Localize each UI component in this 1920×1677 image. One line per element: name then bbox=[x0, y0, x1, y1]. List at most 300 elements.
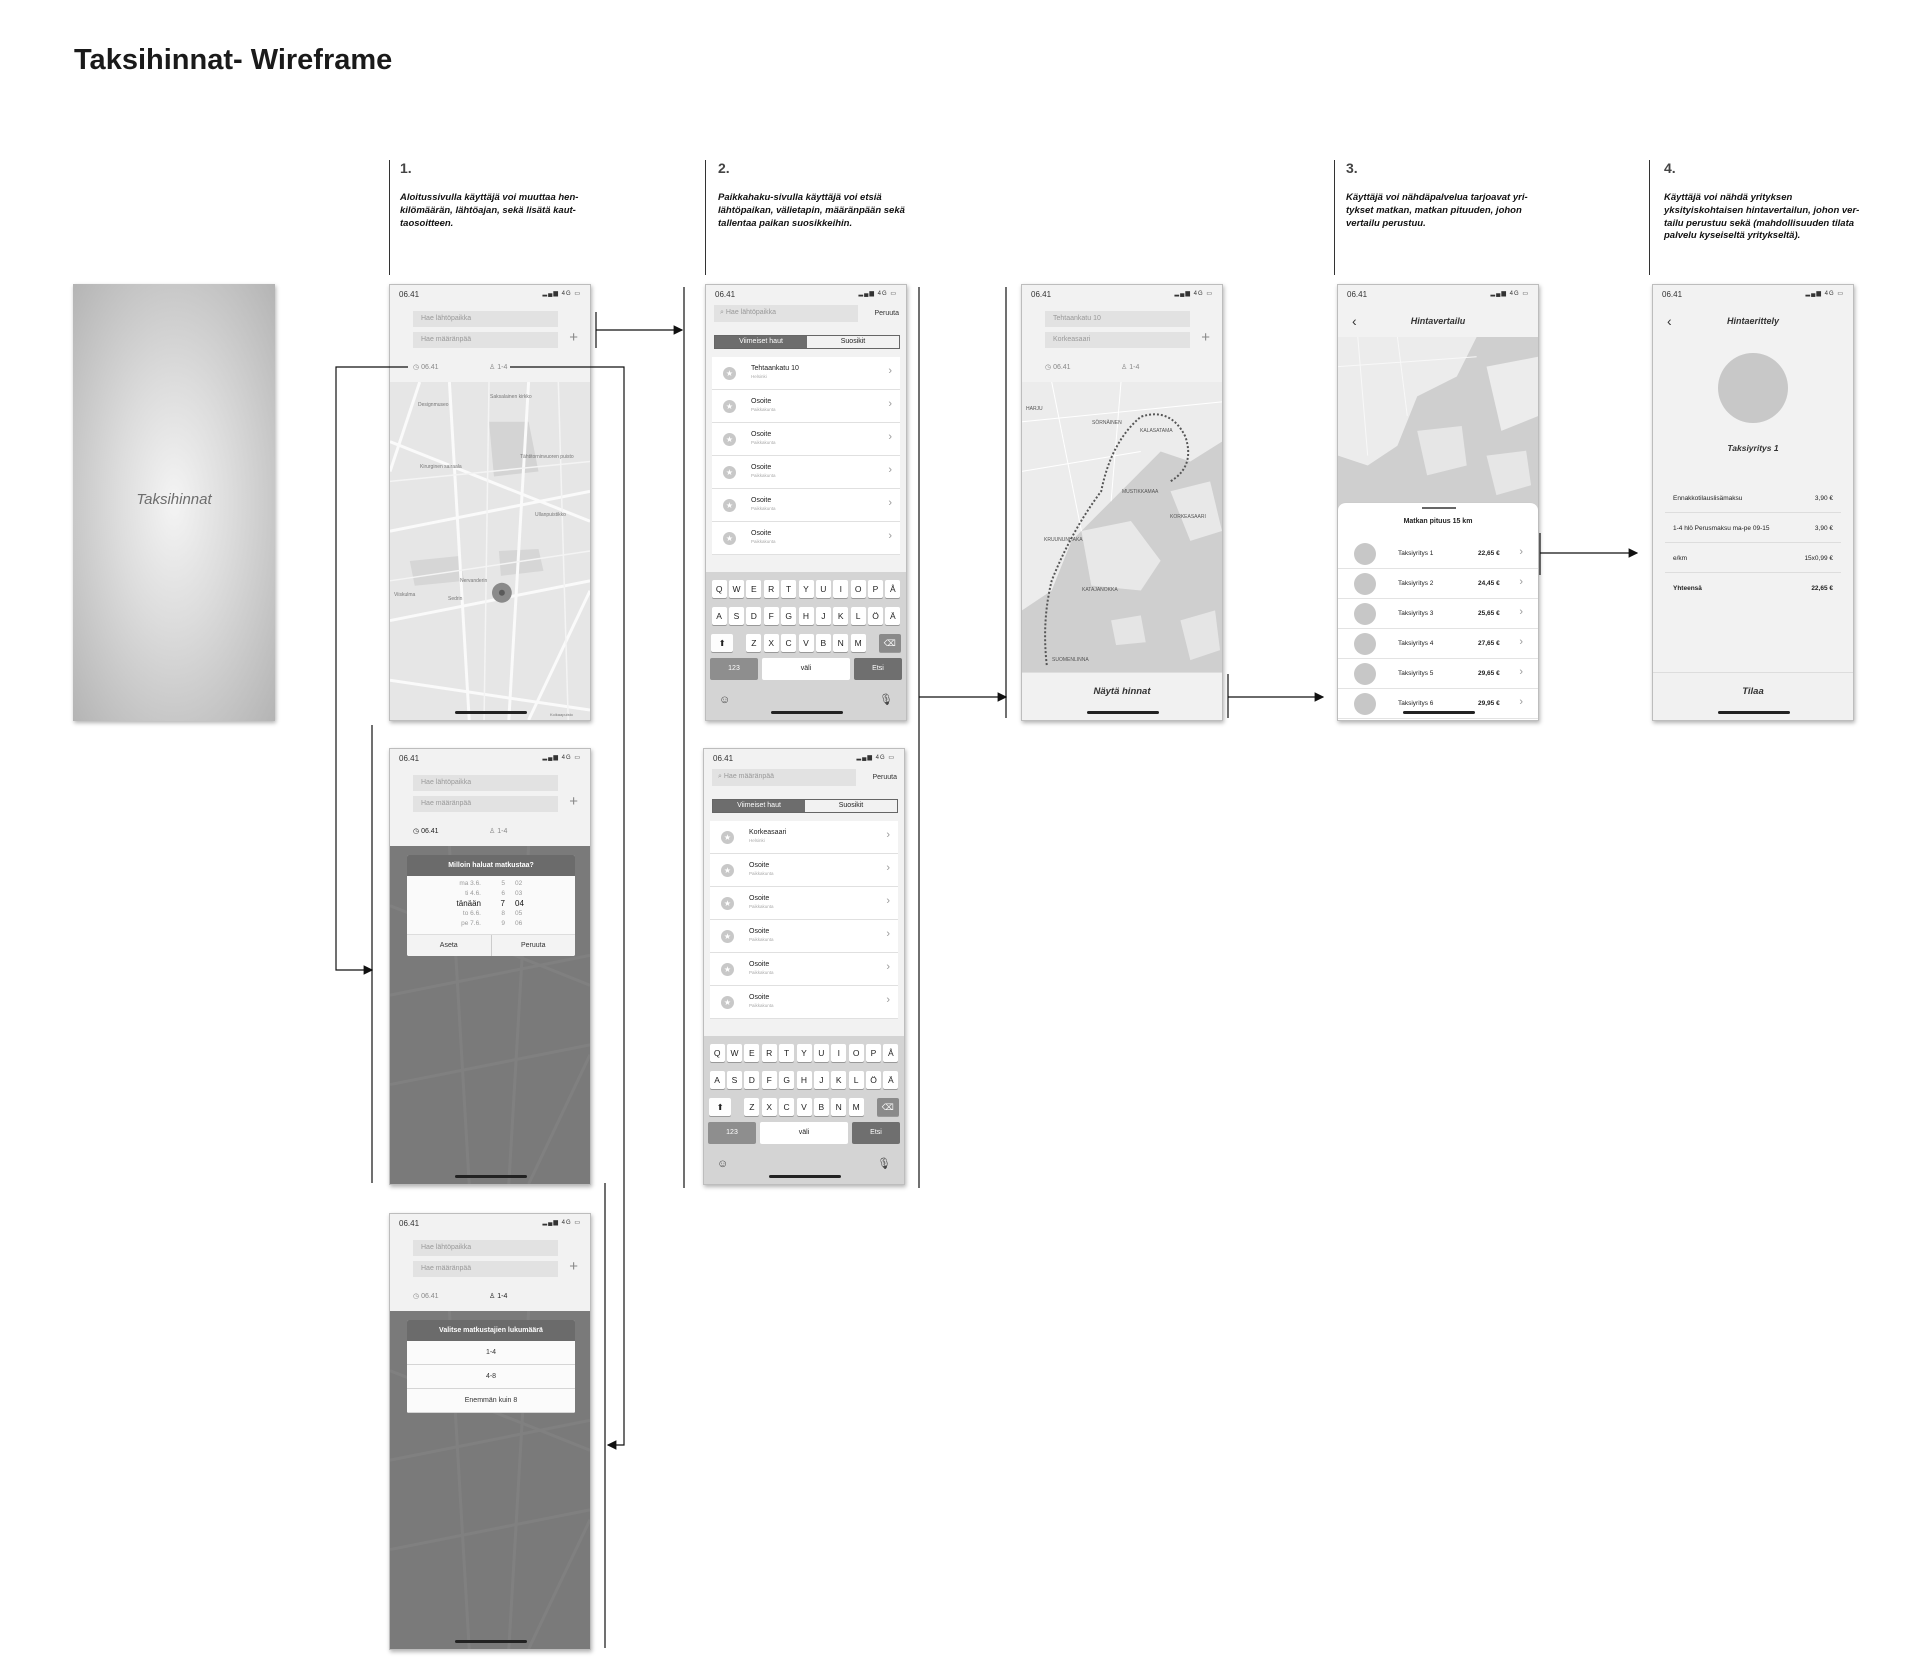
map-label: Sedrin bbox=[448, 596, 463, 602]
list-item[interactable] bbox=[712, 357, 900, 390]
chevron-right-icon: › bbox=[888, 398, 892, 410]
item-subtitle: Paikkakunta bbox=[749, 970, 774, 975]
numbers-key[interactable]: 123 bbox=[710, 658, 758, 680]
step-1-caption bbox=[400, 160, 605, 230]
tab-favorites[interactable]: Suosikit bbox=[840, 338, 866, 345]
day-column[interactable] bbox=[421, 879, 481, 929]
star-icon[interactable]: ★ bbox=[721, 897, 734, 910]
picker-actions bbox=[407, 934, 575, 956]
item-title: Korkeasaari bbox=[749, 829, 787, 836]
step-number: 4. bbox=[1664, 160, 1676, 176]
results-sheet bbox=[1338, 502, 1538, 720]
star-icon[interactable]: ★ bbox=[721, 864, 734, 877]
step-description: Paikkahaku-sivulla käyttäjä voi etsiä lähtöpaikan, välietapin, määränpään sekä tallentaa paikan suosikkeihin. bbox=[718, 192, 905, 229]
status-icons: ▂▄▆ 4G ▭ bbox=[1174, 291, 1213, 297]
key[interactable]: T bbox=[781, 580, 796, 598]
status-icons: ▂▄▆ 4G ▭ bbox=[542, 1220, 581, 1226]
add-stop-button[interactable]: + bbox=[1201, 329, 1210, 346]
company-logo bbox=[1718, 353, 1788, 423]
tab-recent[interactable]: Viimeiset haut bbox=[713, 800, 805, 812]
microphone-icon[interactable]: 🎙 bbox=[877, 1158, 891, 1170]
company-price: 29,95 € bbox=[1478, 700, 1500, 707]
chevron-right-icon: › bbox=[886, 829, 890, 841]
people-value: 1-4 bbox=[497, 1293, 508, 1300]
shift-key[interactable]: ⬆ bbox=[711, 634, 733, 652]
step-divider bbox=[1649, 160, 1650, 275]
star-icon[interactable]: ★ bbox=[721, 831, 734, 844]
key[interactable]: E bbox=[746, 580, 761, 598]
step-divider bbox=[1334, 160, 1335, 275]
page-title: Taksihinnat- Wireframe bbox=[74, 44, 393, 76]
key[interactable]: K bbox=[831, 1071, 846, 1089]
people-selector[interactable]: ♙ 1-4 bbox=[1121, 364, 1140, 371]
from-input[interactable]: Hae lähtöpaikka bbox=[413, 1240, 558, 1256]
from-input[interactable]: Hae lähtöpaikka bbox=[413, 311, 558, 327]
people-option[interactable]: 1-4 bbox=[407, 1341, 575, 1365]
time-selector[interactable]: ◷ 06.41 bbox=[413, 364, 439, 371]
screen-title: Hintaerittely bbox=[1726, 316, 1779, 326]
people-value: 1-4 bbox=[497, 828, 508, 835]
people-picker-screen bbox=[389, 1213, 591, 1650]
key[interactable]: A bbox=[710, 1071, 725, 1089]
microphone-icon[interactable]: 🎙 bbox=[879, 694, 893, 706]
chevron-right-icon: › bbox=[1519, 546, 1523, 558]
key[interactable]: W bbox=[727, 1044, 742, 1062]
item-subtitle: Paikkakunta bbox=[751, 539, 776, 544]
search-from-screen bbox=[705, 284, 907, 721]
time-wheel[interactable] bbox=[407, 876, 575, 934]
star-icon[interactable]: ★ bbox=[723, 466, 736, 479]
company-name: Taksiyritys 4 bbox=[1398, 640, 1434, 647]
company-avatar bbox=[1354, 633, 1376, 655]
chevron-right-icon: › bbox=[888, 431, 892, 443]
emoji-icon[interactable]: ☺ bbox=[719, 694, 731, 706]
back-arrow-icon[interactable]: ‹ bbox=[1352, 313, 1357, 329]
cancel-button[interactable]: Peruuta bbox=[491, 935, 576, 956]
item-title: Osoite bbox=[749, 895, 770, 902]
key[interactable]: Ä bbox=[883, 1071, 898, 1089]
time-selector[interactable]: ◷ 06.41 bbox=[413, 828, 439, 835]
item-title: Osoite bbox=[749, 928, 770, 935]
item-subtitle: Paikkakunta bbox=[751, 506, 776, 511]
key[interactable]: D bbox=[744, 1071, 759, 1089]
home-indicator bbox=[455, 1175, 527, 1178]
company-price: 24,45 € bbox=[1478, 580, 1500, 587]
list-item[interactable] bbox=[712, 522, 900, 555]
company-name: Taksiyritys 1 bbox=[1727, 443, 1779, 453]
key[interactable]: R bbox=[762, 1044, 777, 1062]
item-subtitle: Paikkakunta bbox=[749, 1003, 774, 1008]
key[interactable]: T bbox=[779, 1044, 794, 1062]
minute-option: 02 bbox=[515, 880, 523, 887]
key[interactable]: F bbox=[764, 607, 779, 625]
time-value: 06.41 bbox=[1053, 364, 1071, 371]
key[interactable]: J bbox=[814, 1071, 829, 1089]
map-label: KORKEASAARI bbox=[1170, 514, 1206, 520]
list-item[interactable] bbox=[712, 390, 900, 423]
home-indicator bbox=[455, 711, 527, 714]
key[interactable]: Z bbox=[746, 634, 761, 652]
add-stop-button[interactable]: + bbox=[569, 1258, 578, 1275]
star-icon[interactable]: ★ bbox=[721, 963, 734, 976]
hour-option: 6 bbox=[501, 890, 505, 897]
key[interactable]: I bbox=[833, 580, 848, 598]
list-item[interactable] bbox=[710, 986, 898, 1019]
key[interactable]: A bbox=[712, 607, 727, 625]
key[interactable]: Q bbox=[710, 1044, 725, 1062]
map-label: Ullanpuistikko bbox=[535, 512, 566, 518]
emoji-icon[interactable]: ☺ bbox=[717, 1158, 729, 1170]
step-number: 3. bbox=[1346, 160, 1358, 176]
list-item[interactable] bbox=[710, 920, 898, 953]
company-price: 27,65 € bbox=[1478, 640, 1500, 647]
key[interactable]: X bbox=[762, 1098, 777, 1116]
item-subtitle: Paikkakunta bbox=[749, 871, 774, 876]
chevron-right-icon: › bbox=[888, 530, 892, 542]
star-icon[interactable]: ★ bbox=[721, 996, 734, 1009]
status-icons: ▂▄▆ 4G ▭ bbox=[1805, 291, 1844, 297]
star-icon[interactable]: ★ bbox=[723, 433, 736, 446]
route-map[interactable] bbox=[1022, 382, 1222, 672]
to-input[interactable]: Hae määränpää bbox=[413, 332, 558, 348]
people-option[interactable]: Enemmän kuin 8 bbox=[407, 1389, 575, 1413]
key[interactable]: V bbox=[799, 634, 814, 652]
overview-map[interactable] bbox=[1338, 337, 1538, 510]
map-label: HARJU bbox=[1026, 406, 1043, 412]
company-row[interactable] bbox=[1338, 629, 1538, 659]
add-stop-button[interactable]: + bbox=[569, 793, 578, 810]
chevron-right-icon: › bbox=[886, 862, 890, 874]
hour-option: 8 bbox=[501, 910, 505, 917]
hour-option: 5 bbox=[501, 880, 505, 887]
key-row bbox=[708, 1071, 900, 1089]
map-label: Koikaapuisto bbox=[550, 712, 573, 717]
star-icon[interactable]: ★ bbox=[723, 367, 736, 380]
key[interactable]: Å bbox=[883, 1044, 898, 1062]
list-item[interactable] bbox=[710, 821, 898, 854]
search-input[interactable] bbox=[714, 305, 858, 322]
key[interactable]: X bbox=[764, 634, 779, 652]
key[interactable]: M bbox=[849, 1098, 864, 1116]
from-input[interactable]: Tehtaankatu 10 bbox=[1045, 311, 1190, 327]
key[interactable]: Z bbox=[744, 1098, 759, 1116]
step-description: Käyttäjä voi nähdäpalvelua tarjoavat yri-tykset matkan, matkan pituuden, johon vertailu perustuu. bbox=[1346, 192, 1528, 229]
company-avatar bbox=[1354, 543, 1376, 565]
key[interactable]: P bbox=[866, 1044, 881, 1062]
shift-key[interactable]: ⬆ bbox=[709, 1098, 731, 1116]
tab-switch bbox=[712, 799, 898, 813]
people-selector[interactable]: ♙ 1-4 bbox=[489, 828, 508, 835]
key-row bbox=[708, 1044, 900, 1062]
company-price: 22,65 € bbox=[1478, 550, 1500, 557]
search-icon: ⌕ bbox=[720, 309, 724, 316]
key[interactable]: N bbox=[831, 1098, 846, 1116]
chevron-right-icon: › bbox=[888, 464, 892, 476]
key[interactable]: Ö bbox=[868, 607, 883, 625]
time-picker-dialog bbox=[407, 855, 575, 956]
to-input[interactable]: Hae määränpää bbox=[413, 796, 558, 812]
minute-option: 03 bbox=[515, 890, 523, 897]
key[interactable]: F bbox=[762, 1071, 777, 1089]
time-selector[interactable]: ◷ 06.41 bbox=[413, 1293, 439, 1300]
step-divider bbox=[705, 160, 706, 275]
minute-option: 05 bbox=[515, 910, 523, 917]
key[interactable]: O bbox=[851, 580, 866, 598]
key[interactable]: L bbox=[849, 1071, 864, 1089]
sheet-handle[interactable] bbox=[1422, 507, 1456, 509]
map-label: MUSTIKKAMAA bbox=[1122, 489, 1159, 495]
star-icon[interactable]: ★ bbox=[721, 930, 734, 943]
key[interactable]: E bbox=[744, 1044, 759, 1062]
key-row bbox=[710, 634, 902, 652]
key[interactable]: R bbox=[764, 580, 779, 598]
key[interactable]: Ö bbox=[866, 1071, 881, 1089]
from-input[interactable]: Hae lähtöpaikka bbox=[413, 775, 558, 791]
price-value: 15x0,99 € bbox=[1804, 555, 1833, 562]
key[interactable]: L bbox=[851, 607, 866, 625]
cancel-button[interactable]: Peruuta bbox=[874, 310, 899, 317]
home-indicator bbox=[1718, 711, 1790, 714]
screen-title: Hintavertailu bbox=[1410, 316, 1466, 326]
key-row bbox=[710, 607, 902, 625]
price-value: 3,90 € bbox=[1814, 495, 1833, 502]
company-avatar bbox=[1354, 573, 1376, 595]
map-label: KALASATAMA bbox=[1140, 428, 1173, 434]
chevron-right-icon: › bbox=[886, 961, 890, 973]
picker-title: Valitse matkustajien lukumäärä bbox=[407, 1320, 575, 1341]
minute-option: 06 bbox=[515, 920, 523, 927]
price-label: Ennakkotilauslisämaksu bbox=[1673, 495, 1743, 502]
status-icons: ▂▄▆ 4G ▭ bbox=[856, 755, 895, 761]
status-time: 06.41 bbox=[1347, 290, 1368, 299]
company-row[interactable] bbox=[1338, 599, 1538, 629]
item-subtitle: Paikkakunta bbox=[751, 407, 776, 412]
key[interactable]: D bbox=[746, 607, 761, 625]
to-input[interactable]: Korkeasaari bbox=[1045, 332, 1190, 348]
key[interactable]: N bbox=[833, 634, 848, 652]
key[interactable]: C bbox=[779, 1098, 794, 1116]
status-icons: ▂▄▆ 4G ▭ bbox=[542, 755, 581, 761]
key[interactable]: O bbox=[849, 1044, 864, 1062]
list-item[interactable] bbox=[712, 489, 900, 522]
company-row[interactable] bbox=[1338, 539, 1538, 569]
company-row[interactable] bbox=[1338, 569, 1538, 599]
key[interactable]: H bbox=[799, 607, 814, 625]
item-subtitle: Helsinki bbox=[749, 838, 765, 843]
search-input[interactable] bbox=[712, 769, 856, 786]
status-time: 06.41 bbox=[1031, 290, 1052, 299]
tab-favorites[interactable]: Suosikit bbox=[838, 802, 864, 809]
search-key[interactable]: Etsi bbox=[854, 658, 902, 680]
backspace-key[interactable]: ⌫ bbox=[879, 634, 901, 652]
home-indicator bbox=[455, 1640, 527, 1643]
company-name: Taksiyritys 3 bbox=[1398, 610, 1434, 617]
key-row-bottom bbox=[710, 658, 902, 680]
item-title: Osoite bbox=[751, 464, 772, 471]
price-row bbox=[1665, 483, 1841, 513]
company-name: Taksiyritys 1 bbox=[1398, 550, 1434, 557]
hour-column[interactable] bbox=[493, 879, 505, 929]
set-button[interactable]: Aseta bbox=[407, 935, 491, 956]
key[interactable]: S bbox=[727, 1071, 742, 1089]
people-value: 1-4 bbox=[497, 364, 508, 371]
search-to-screen bbox=[703, 748, 905, 1185]
list-item[interactable] bbox=[710, 854, 898, 887]
people-selector[interactable]: ♙ 1-4 bbox=[489, 364, 508, 371]
item-subtitle: Helsinki bbox=[751, 374, 767, 379]
map-label: Viiskulma bbox=[394, 592, 416, 598]
key[interactable]: V bbox=[797, 1098, 812, 1116]
key[interactable]: W bbox=[729, 580, 744, 598]
status-time: 06.41 bbox=[399, 1219, 420, 1228]
chevron-right-icon: › bbox=[1519, 666, 1523, 678]
key[interactable]: Y bbox=[797, 1044, 812, 1062]
step-2-caption bbox=[718, 160, 923, 230]
item-subtitle: Paikkakunta bbox=[751, 473, 776, 478]
list-item[interactable] bbox=[710, 887, 898, 920]
home-indicator bbox=[1403, 711, 1475, 714]
step-number: 1. bbox=[400, 160, 412, 176]
detail-screen bbox=[1652, 284, 1854, 721]
key[interactable]: M bbox=[851, 634, 866, 652]
compare-screen bbox=[1337, 284, 1539, 721]
chevron-right-icon: › bbox=[1519, 576, 1523, 588]
people-picker-dialog bbox=[407, 1320, 575, 1413]
company-name: Taksiyritys 6 bbox=[1398, 700, 1434, 707]
key[interactable]: P bbox=[868, 580, 883, 598]
show-prices-button[interactable]: Näytä hinnat bbox=[1022, 672, 1222, 720]
key[interactable]: G bbox=[779, 1071, 794, 1089]
route-map-drawing bbox=[1022, 382, 1222, 672]
map-label: Designmuseo bbox=[418, 402, 449, 408]
step-divider bbox=[389, 160, 390, 275]
company-name: Taksiyritys 5 bbox=[1398, 670, 1434, 677]
day-option: ti 4.6. bbox=[465, 890, 481, 897]
status-time: 06.41 bbox=[399, 290, 420, 299]
chevron-right-icon: › bbox=[886, 994, 890, 1006]
app-brand: Taksihinnat bbox=[136, 491, 212, 508]
key[interactable]: U bbox=[814, 1044, 829, 1062]
item-title: Osoite bbox=[749, 994, 770, 1001]
status-icons: ▂▄▆ 4G ▭ bbox=[1490, 291, 1529, 297]
item-title: Osoite bbox=[751, 497, 772, 504]
price-value: 22,65 € bbox=[1811, 585, 1833, 592]
day-option: to 6.6. bbox=[462, 910, 481, 917]
search-icon: ⌕ bbox=[718, 773, 722, 780]
minute-column[interactable] bbox=[515, 879, 529, 929]
key[interactable]: Q bbox=[712, 580, 727, 598]
list-item[interactable] bbox=[710, 953, 898, 986]
time-value: 06.41 bbox=[421, 828, 439, 835]
list-item[interactable] bbox=[712, 456, 900, 489]
list-item[interactable] bbox=[712, 423, 900, 456]
key[interactable]: H bbox=[797, 1071, 812, 1089]
time-value: 06.41 bbox=[421, 364, 439, 371]
key[interactable]: G bbox=[781, 607, 796, 625]
item-title: Osoite bbox=[751, 431, 772, 438]
time-selector[interactable]: ◷ 06.41 bbox=[1045, 364, 1071, 371]
map-label: KATAJANOKKA bbox=[1082, 587, 1118, 593]
space-key[interactable]: väli bbox=[762, 658, 850, 680]
city-map[interactable] bbox=[390, 382, 590, 720]
splash-screen bbox=[73, 284, 275, 721]
price-label: Yhteensä bbox=[1673, 585, 1702, 592]
total-row bbox=[1665, 573, 1841, 603]
star-icon[interactable]: ★ bbox=[723, 499, 736, 512]
key[interactable]: Å bbox=[885, 580, 900, 598]
people-selector[interactable]: ♙ 1-4 bbox=[489, 1293, 508, 1300]
step-3-caption bbox=[1346, 160, 1551, 230]
back-arrow-icon[interactable]: ‹ bbox=[1667, 313, 1672, 329]
key[interactable]: Y bbox=[799, 580, 814, 598]
key[interactable]: C bbox=[781, 634, 796, 652]
price-label: e/km bbox=[1673, 555, 1688, 562]
time-value: 06.41 bbox=[421, 1293, 439, 1300]
key[interactable]: B bbox=[816, 634, 831, 652]
minute-option-selected: 04 bbox=[515, 899, 524, 908]
key[interactable]: I bbox=[831, 1044, 846, 1062]
company-name: Taksiyritys 2 bbox=[1398, 580, 1434, 587]
tab-recent[interactable]: Viimeiset haut bbox=[715, 336, 807, 348]
recent-list bbox=[710, 821, 898, 1019]
status-time: 06.41 bbox=[715, 290, 736, 299]
price-value: 3,90 € bbox=[1814, 525, 1833, 532]
key-row bbox=[708, 1098, 900, 1116]
price-label: 1-4 hlö Perusmaksu ma-pe 09-15 bbox=[1673, 525, 1770, 532]
step-4-caption bbox=[1664, 160, 1869, 243]
home-screen bbox=[389, 284, 591, 721]
item-title: Osoite bbox=[751, 398, 772, 405]
chevron-right-icon: › bbox=[1519, 606, 1523, 618]
key[interactable]: U bbox=[816, 580, 831, 598]
trip-length: Matkan pituus 15 km bbox=[1403, 518, 1473, 525]
company-row[interactable] bbox=[1338, 659, 1538, 689]
key[interactable]: S bbox=[729, 607, 744, 625]
order-button[interactable]: Tilaa bbox=[1653, 672, 1853, 720]
chevron-right-icon: › bbox=[886, 928, 890, 940]
key[interactable]: K bbox=[833, 607, 848, 625]
item-title: Osoite bbox=[751, 530, 772, 537]
backspace-key[interactable]: ⌫ bbox=[877, 1098, 899, 1116]
key[interactable]: Ä bbox=[885, 607, 900, 625]
numbers-key[interactable]: 123 bbox=[708, 1122, 756, 1144]
search-key[interactable]: Etsi bbox=[852, 1122, 900, 1144]
key[interactable]: J bbox=[816, 607, 831, 625]
company-price: 25,65 € bbox=[1478, 610, 1500, 617]
hour-option: 9 bbox=[501, 920, 505, 927]
key[interactable]: B bbox=[814, 1098, 829, 1116]
step-description: Käyttäjä voi nähdä yrityksen yksityiskohtaisen hintavertailun, johon ver-tailu perustuu sekä (mahdollisuuden tilata palvelu kyseiseltä yritykseltä). bbox=[1664, 192, 1860, 242]
to-input[interactable]: Hae määränpää bbox=[413, 1261, 558, 1277]
tab-switch bbox=[714, 335, 900, 349]
route-screen bbox=[1021, 284, 1223, 721]
star-icon[interactable]: ★ bbox=[723, 532, 736, 545]
map-label: Kirurginen sairaala bbox=[420, 464, 462, 470]
company-row[interactable] bbox=[1338, 689, 1538, 719]
cancel-button[interactable]: Peruuta bbox=[872, 774, 897, 781]
people-option[interactable]: 4-8 bbox=[407, 1365, 575, 1389]
day-option-selected: tänään bbox=[456, 899, 481, 908]
key-row-bottom bbox=[708, 1122, 900, 1144]
add-stop-button[interactable]: + bbox=[569, 329, 578, 346]
key-row bbox=[710, 580, 902, 598]
star-icon[interactable]: ★ bbox=[723, 400, 736, 413]
chevron-right-icon: › bbox=[888, 365, 892, 377]
item-title: Tehtaankatu 10 bbox=[751, 365, 799, 372]
space-key[interactable]: väli bbox=[760, 1122, 848, 1144]
day-option: ma 3.6. bbox=[459, 880, 481, 887]
map-label: Tähtitorninvuoren puisto bbox=[520, 454, 574, 460]
